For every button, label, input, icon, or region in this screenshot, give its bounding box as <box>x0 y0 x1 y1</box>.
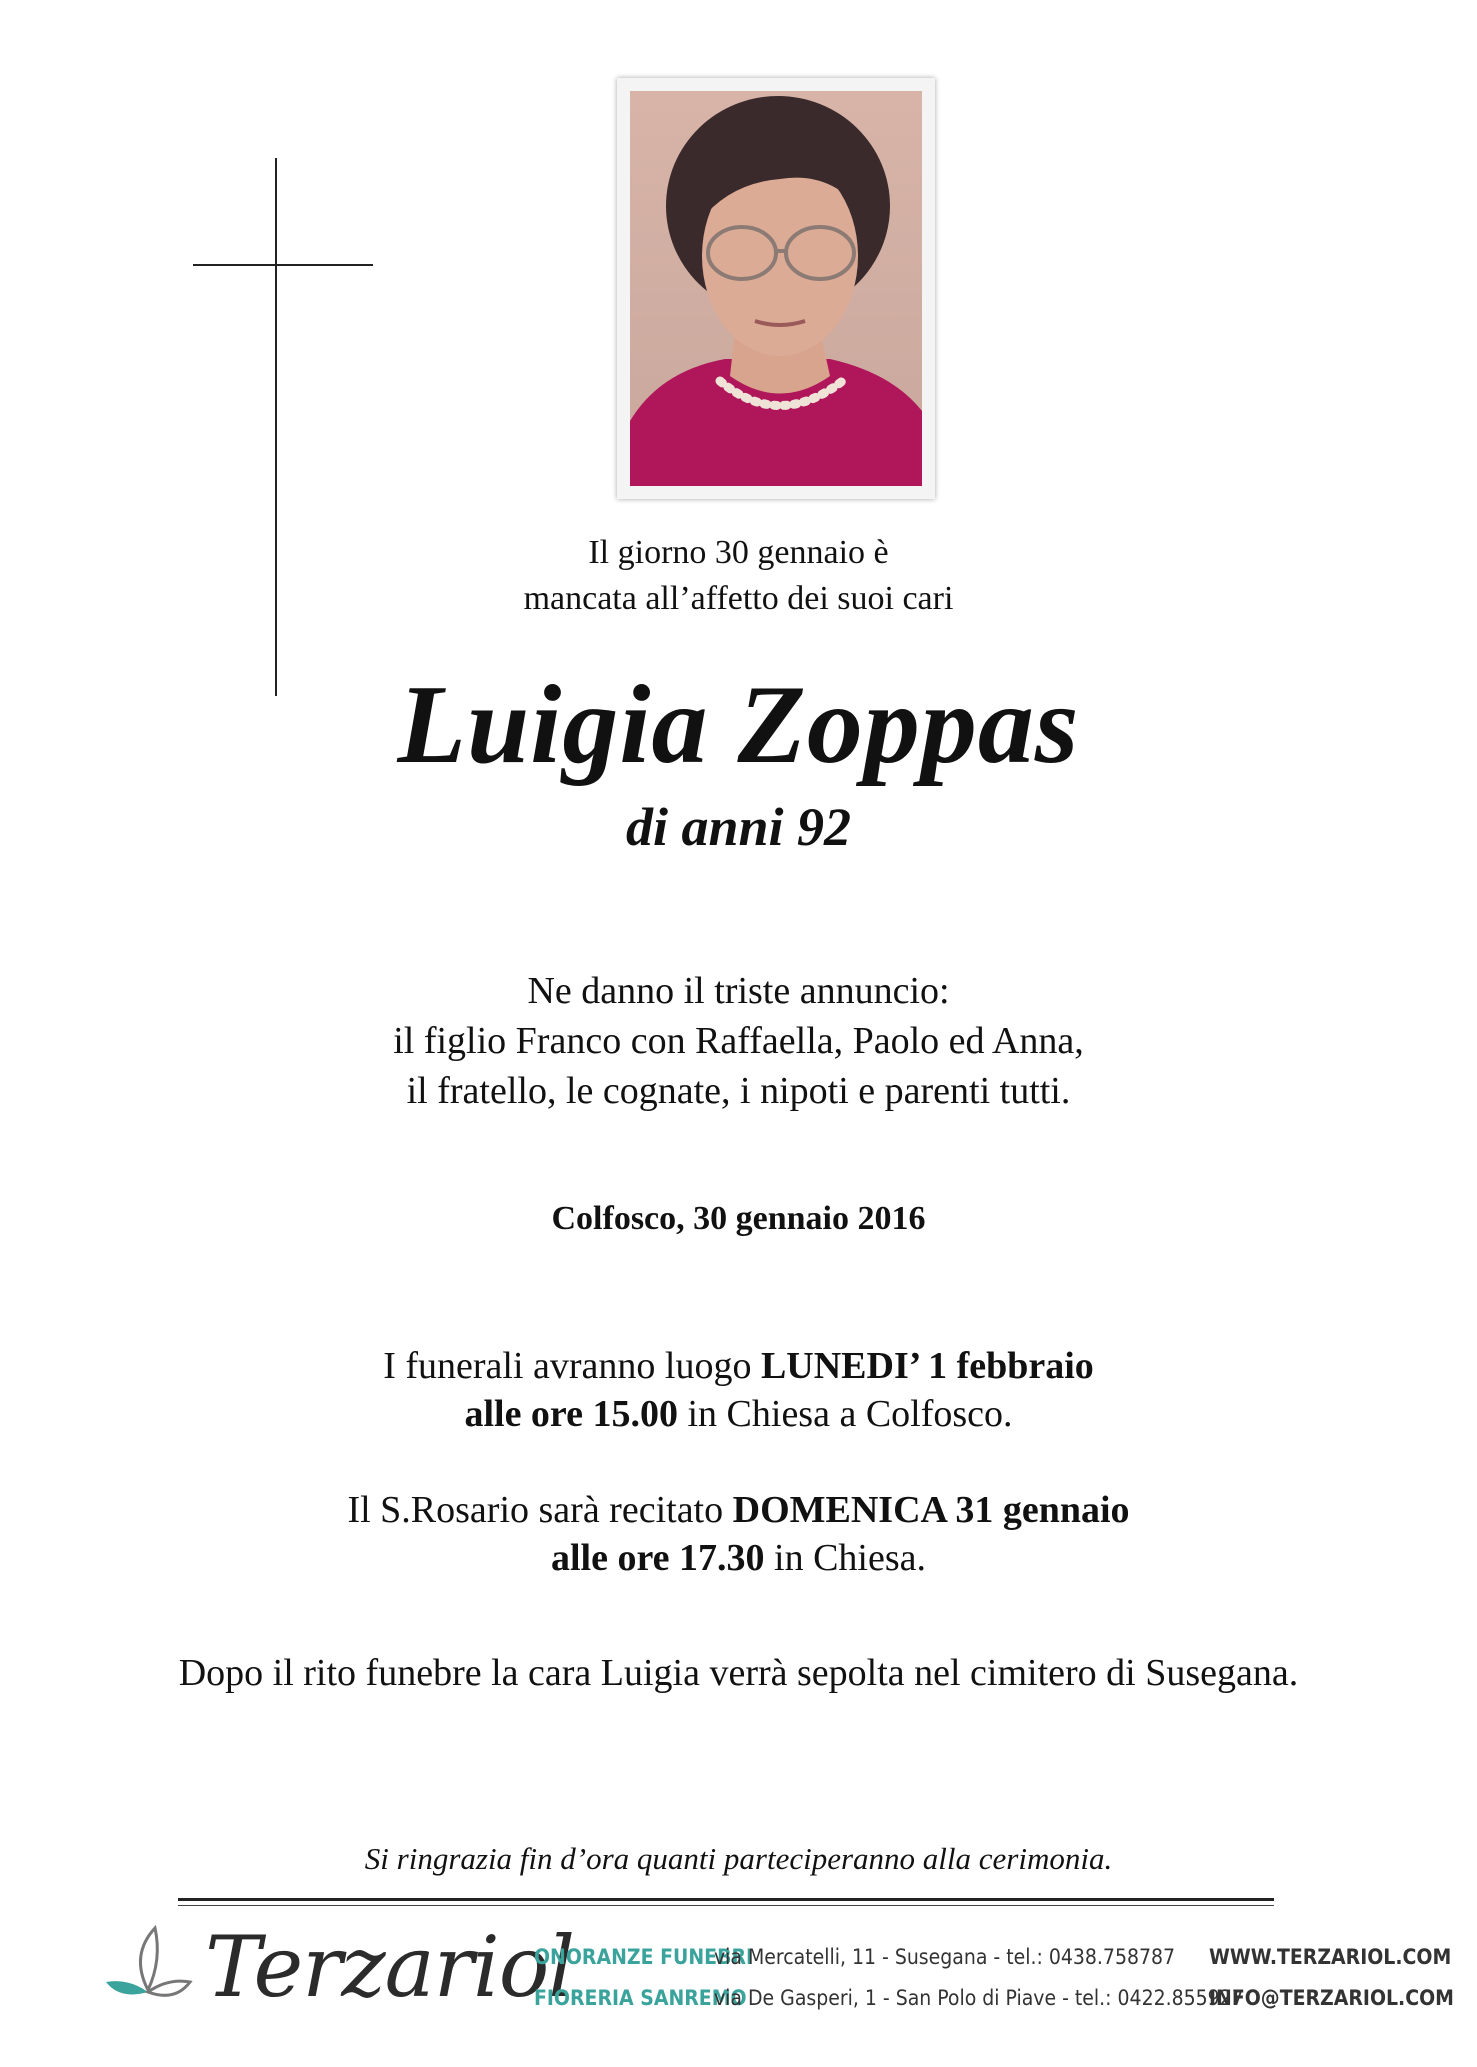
funeral-pre: I funerali avranno luogo <box>383 1345 761 1387</box>
rosary-line-1 <box>0 1486 1477 1534</box>
funeral-post: in Chiesa a Colfosco. <box>677 1393 1013 1435</box>
rosary-info <box>0 1486 1477 1582</box>
announcement-line-1: Ne danno il triste annuncio: <box>527 970 950 1012</box>
announcement-line-2: il figlio Franco con Raffaella, Paolo ed Anna, <box>393 1020 1084 1062</box>
funeral-time: alle ore 15.00 <box>464 1393 678 1435</box>
deceased-age: di anni 92 <box>625 797 852 857</box>
deceased-name: Luigia Zoppas <box>397 663 1080 787</box>
footer-address-florist: via De Gasperi, 1 - San Polo di Piave - tel.: 0422.855927 <box>714 1986 1244 2010</box>
funeral-line-1 <box>0 1342 1477 1390</box>
footer-email[interactable]: INFO@TERZARIOL.COM <box>1209 1986 1454 2010</box>
leaf-logo-icon <box>100 1920 195 2015</box>
funeral-line-2 <box>0 1390 1477 1438</box>
rosary-post: in Chiesa. <box>764 1537 926 1579</box>
place-date: Colfosco, 30 gennaio 2016 <box>551 1200 926 1237</box>
announcement <box>0 966 1477 1116</box>
thanks-line: Si ringrazia fin d’ora quanti parteciperanno alla cerimonia. <box>364 1841 1113 1876</box>
rosary-day: DOMENICA 31 gennaio <box>732 1489 1130 1531</box>
funeral-day: LUNEDI’ 1 febbraio <box>760 1345 1094 1387</box>
intro-line-1: Il giorno 30 gennaio è <box>588 534 889 571</box>
announcement-line-3: il fratello, le cognate, i nipoti e parenti tutti. <box>406 1070 1071 1112</box>
portrait-image <box>630 91 922 486</box>
portrait-photo <box>617 78 935 499</box>
rosary-line-2 <box>0 1534 1477 1582</box>
burial-info: Dopo il rito funebre la cara Luigia verrà sepolta nel cimitero di Susegana. <box>178 1652 1299 1694</box>
rosary-time: alle ore 17.30 <box>550 1537 765 1579</box>
footer-website[interactable]: WWW.TERZARIOL.COM <box>1209 1945 1452 1969</box>
funeral-info <box>0 1342 1477 1438</box>
rosary-pre: Il S.Rosario sarà recitato <box>347 1489 733 1531</box>
footer-divider-thick <box>178 1898 1274 1901</box>
intro-line-2: mancata all’affetto dei suoi cari <box>523 580 954 617</box>
footer-label-funeral: ONORANZE FUNEBRI <box>534 1945 754 1969</box>
company-logo-text: Terzariol <box>205 1918 575 2016</box>
footer-divider-thin <box>178 1905 1274 1906</box>
cross-horizontal-bar <box>193 264 373 266</box>
intro-text <box>0 530 1477 622</box>
footer-label-florist: FIORERIA SANREMO <box>534 1986 747 2010</box>
footer-address-funeral: via Mercatelli, 11 - Susegana - tel.: 0438.758787 <box>714 1945 1176 1969</box>
